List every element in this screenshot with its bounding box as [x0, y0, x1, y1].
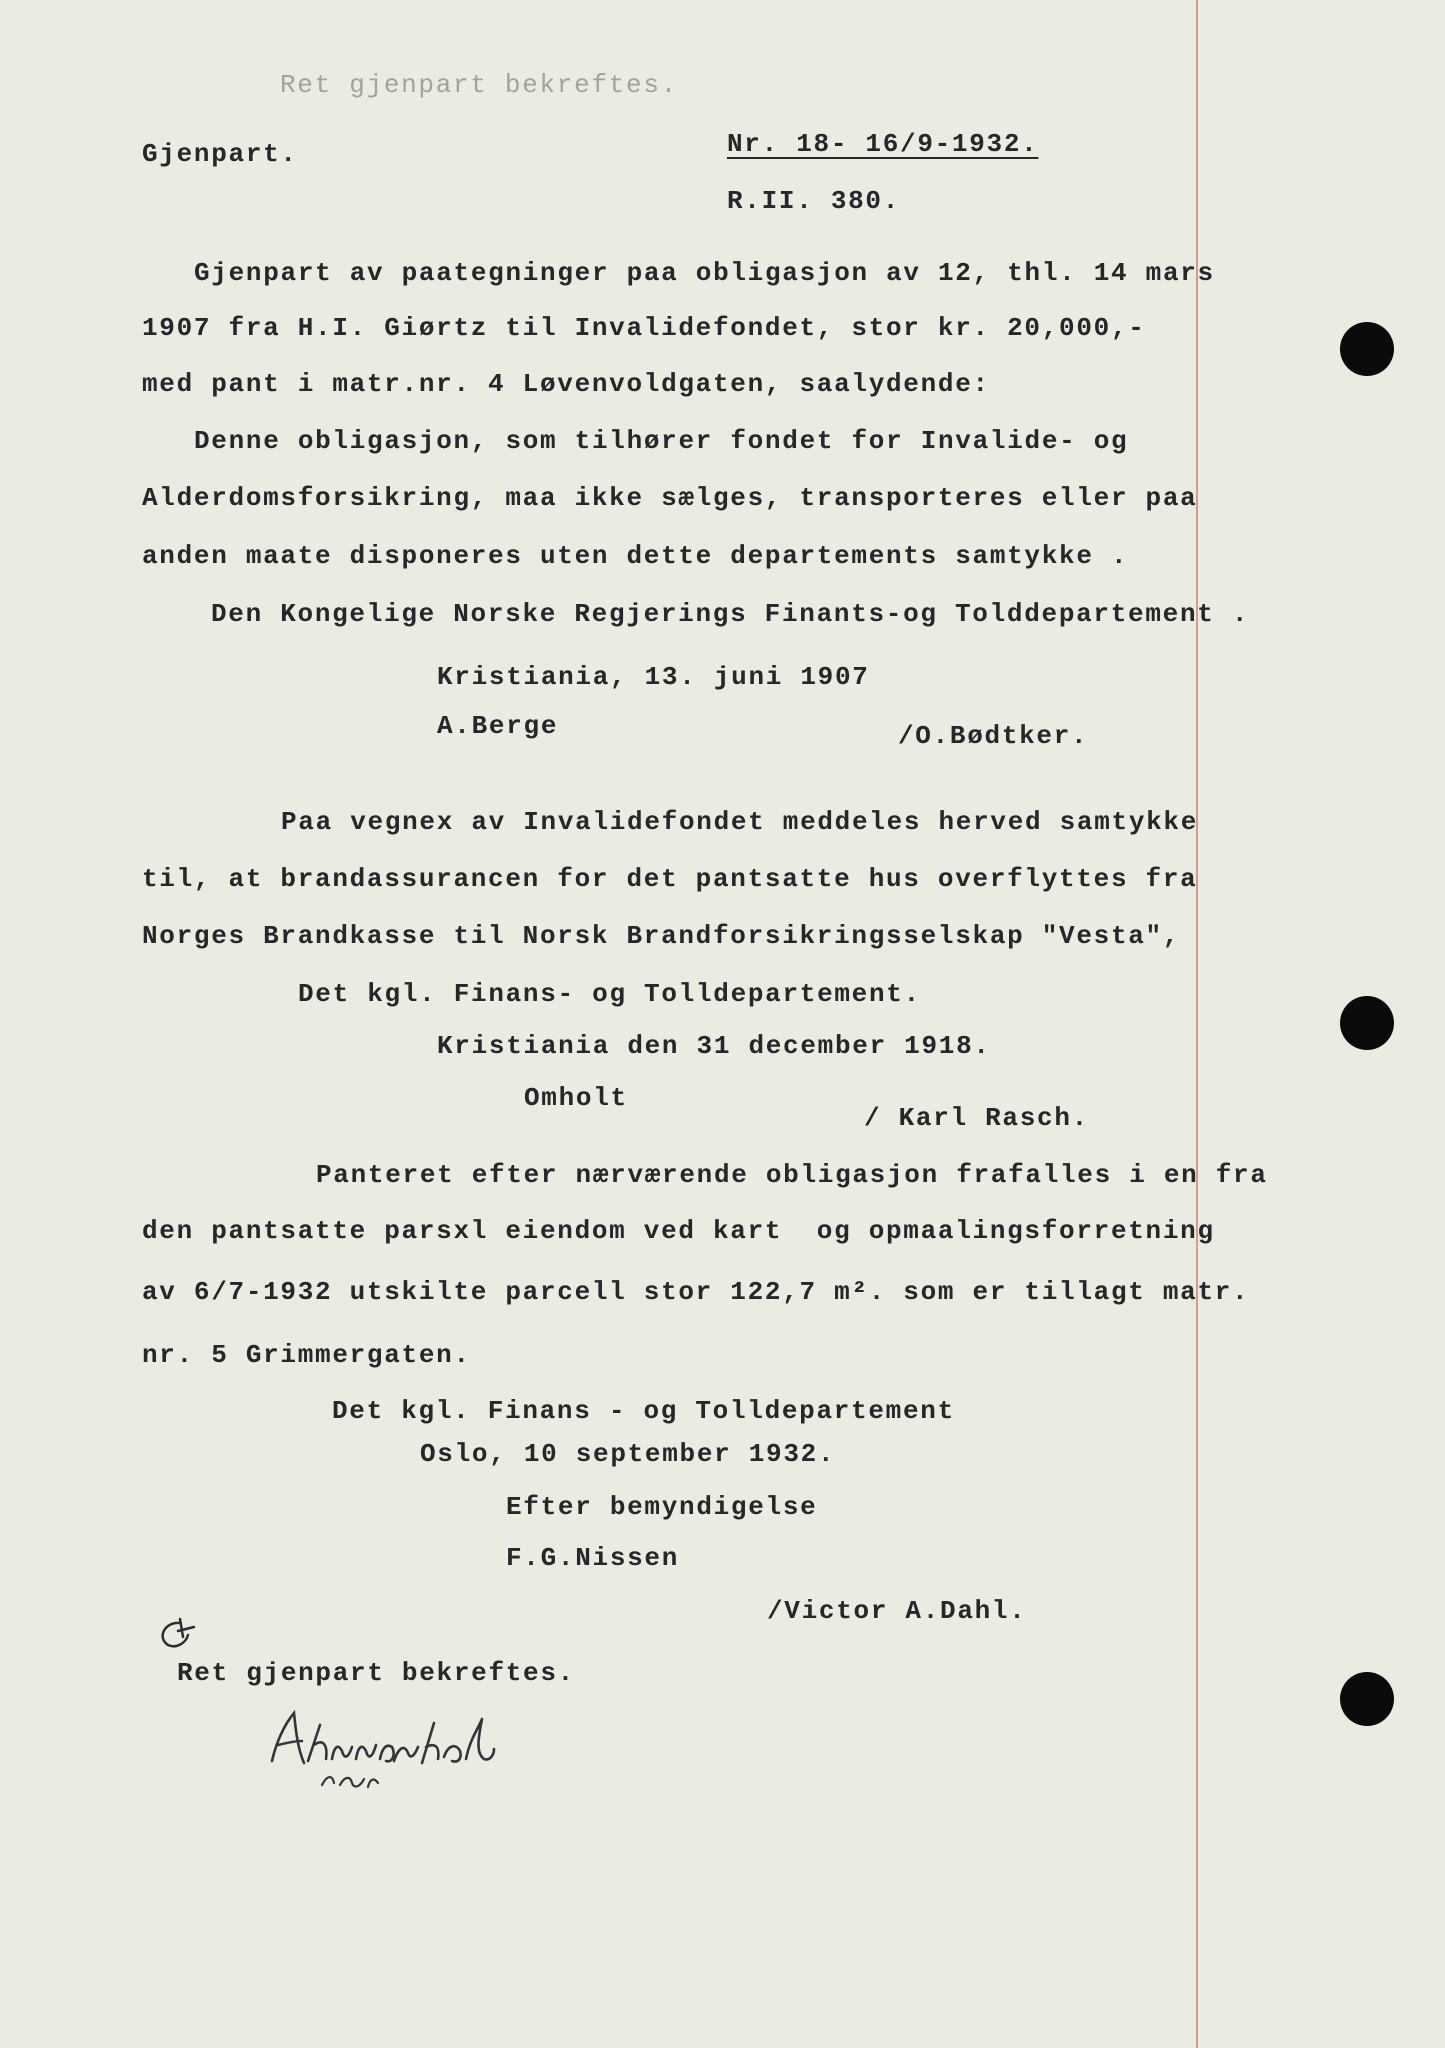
text-line: Kristiania, 13. juni 1907 [437, 662, 870, 692]
text-line: A.Berge [437, 711, 559, 741]
text-line: / Karl Rasch. [864, 1103, 1089, 1133]
text-line: den pantsatte parsxl eiendom ved kart og opmaalingsforretning [142, 1216, 1215, 1246]
text-line: av 6/7-1932 utskilte parcell stor 122,7 m². som er tillagt matr. [142, 1277, 1250, 1307]
text-line: Gjenpart av paategninger paa obligasjon av 12, thl. 14 mars [194, 258, 1215, 288]
header-number: Nr. 18- 16/9-1932. [727, 129, 1039, 159]
text-line: F.G.Nissen [506, 1543, 680, 1573]
text-line: Norges Brandkasse til Norsk Brandforsikringsselskap "Vesta", [142, 921, 1181, 951]
header-ref: R.II. 380. [727, 186, 901, 216]
punch-hole-icon [1340, 996, 1394, 1050]
header-left: Gjenpart. [142, 139, 298, 169]
text-line: anden maate disponeres uten dette departements samtykke . [142, 541, 1129, 571]
signature [262, 1703, 602, 1803]
text-line: nr. 5 Grimmergaten. [142, 1340, 471, 1370]
text-line: Oslo, 10 september 1932. [420, 1439, 836, 1469]
text-line: Efter bemyndigelse [506, 1492, 818, 1522]
text-line: til, at brandassurancen for det pantsatte hus overflyttes fra [142, 864, 1198, 894]
text-line: Ret gjenpart bekreftes. [177, 1658, 575, 1688]
text-line: med pant i matr.nr. 4 Løvenvoldgaten, saalydende: [142, 369, 990, 399]
text-line: Den Kongelige Norske Regjerings Finants-og Tolddepartement . [211, 599, 1250, 629]
text-line: 1907 fra H.I. Giørtz til Invalidefondet, stor kr. 20,000,- [142, 313, 1146, 343]
text-line: /O.Bødtker. [898, 721, 1089, 751]
handwritten-mark [150, 1615, 200, 1655]
punch-hole-icon [1340, 322, 1394, 376]
text-line: Kristiania den 31 december 1918. [437, 1031, 991, 1061]
text-line: Omholt [524, 1083, 628, 1113]
text-line: Panteret efter nærværende obligasjon frafalles i en fra [316, 1160, 1268, 1190]
punch-hole-icon [1340, 1672, 1394, 1726]
text-line: Det kgl. Finans- og Tolldepartement. [298, 979, 921, 1009]
text-line: Paa vegnex av Invalidefondet meddeles herved samtykke [281, 807, 1199, 837]
margin-rule [1196, 0, 1198, 2048]
text-line: Denne obligasjon, som tilhører fondet for Invalide- og [194, 426, 1129, 456]
text-line: Alderdomsforsikring, maa ikke sælges, transporteres eller paa [142, 483, 1198, 513]
text-line: Det kgl. Finans - og Tolldepartement [332, 1396, 955, 1426]
faint-header: Ret gjenpart bekreftes. [280, 70, 678, 100]
text-line: /Victor A.Dahl. [767, 1596, 1027, 1626]
